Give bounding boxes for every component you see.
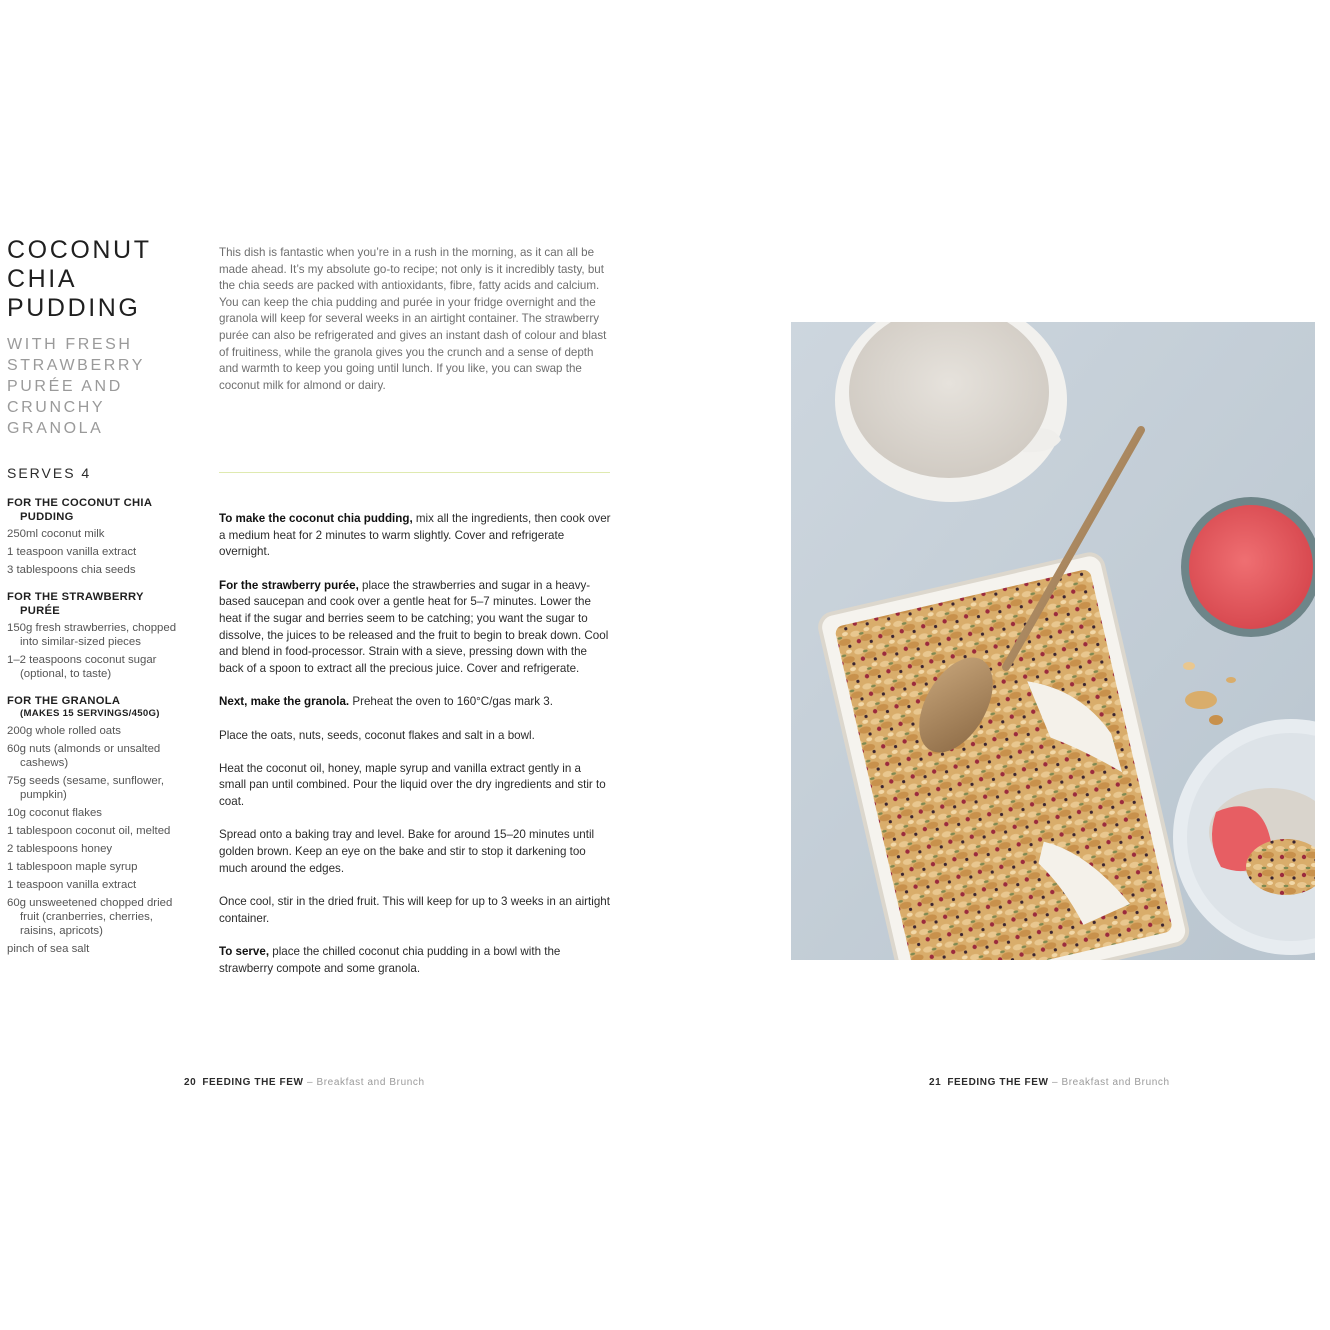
ingredient-item: 200g whole rolled oats [7,725,121,737]
ingredients-list [7,496,182,969]
ingredient-group-subheading: (MAKES 15 SERVINGS/450G) [20,708,160,719]
subtitle-line: CRUNCHY [7,399,106,416]
step-lead: For the strawberry purée, [219,578,359,592]
step-lead: To make the coconut chia pudding, [219,512,413,525]
method-step [219,511,611,561]
ingredient-group [7,590,182,681]
method-step [219,694,611,711]
ingredient-group [7,496,182,577]
method-step [219,761,611,811]
ingredient-item: 75g seeds (sesame, sunflower, pumpkin) [7,775,165,801]
method-step [219,944,611,977]
title-line: COCONUT [7,236,152,264]
ingredient-item: pinch of sea salt [7,943,90,955]
page-number: 21 [929,1077,942,1088]
ingredient-item: 1–2 teaspoons coconut sugar (optional, to taste) [7,654,157,680]
method-step [219,894,611,927]
ingredient-group-heading: FOR THE COCONUT CHIA PUDDING [7,497,152,523]
step-text: place the strawberries and sugar in a heavy-based saucepan and cook over a gentle heat for 5–7 minutes. Lower the heat if the sugar and berries seem to be catching; you want the sugar to dissolve, the juices to be released and the fruit to begin to break down. Cool and blend in food-processor. Strain with a sieve, pressing down with the back of a spoon to extract all the precious juice. Cover and refrigerate. [219,578,609,676]
method-step [219,728,611,745]
step-text: Spread onto a baking tray and level. Bake for around 15–20 minutes until golden brown. Keep an eye on the bake and stir to stop it darkening too much around the edges. [219,828,595,875]
footer-left [184,1077,425,1088]
title-line: PUDDING [7,294,141,322]
ingredient-group-heading: FOR THE STRAWBERRY PURÉE [7,591,144,617]
ingredient-item: 1 teaspoon vanilla extract [7,546,137,558]
step-lead: To serve, [219,944,270,958]
step-lead: Next, make the granola. [219,695,350,709]
ingredient-item: 60g nuts (almonds or unsalted cashews) [7,743,161,769]
method-step [219,827,611,877]
ingredient-item: 250ml coconut milk [7,528,105,540]
recipe-intro: This dish is fantastic when you’re in a rush in the morning, as it can all be made ahead. It’s my absolute go-to recipe; not only is it incredibly tasty, but the chia seeds are packed with antioxidants, fibre, fatty acids and calcium. You can keep the chia pudding and purée in your fridge overnight and the granola will keep for several weeks in an airtight container. The strawberry purée can also be refrigerated and gives an instant dash of colour and blast of fruitiness, while the granola gives you the crunch and a sense of depth and warmth to keep you going until lunch. If you like, you can swap the coconut milk for almond or dairy. [219,246,607,392]
page-number: 20 [184,1077,197,1088]
recipe-title [7,236,207,323]
footer-section: FEEDING THE FEW [947,1077,1049,1088]
step-text: mix all the ingredients, then cook over a medium heat for 2 minutes to warm slightly. Cover and refrigerate overnight. [219,512,611,559]
method-steps [219,511,611,994]
ingredient-item: 1 teaspoon vanilla extract [7,879,137,891]
recipe-photo [791,322,1315,960]
ingredient-item: 1 tablespoon maple syrup [7,861,138,873]
step-text: place the chilled coconut chia pudding in a bowl with the strawberry compote and some granola. [219,944,561,975]
recipe-subtitle [7,334,207,439]
footer-right [929,1077,1170,1088]
footer-subsection: – Breakfast and Brunch [303,1077,425,1088]
title-line: CHIA [7,265,78,293]
ingredient-item: 60g unsweetened chopped dried fruit (cranberries, cherries, raisins, apricots) [7,897,173,937]
step-text: Preheat the oven to 160°C/gas mark 3. [349,695,553,709]
subtitle-line: WITH FRESH [7,336,133,353]
subtitle-line: PURÉE AND [7,378,123,395]
footer-section: FEEDING THE FEW [202,1077,304,1088]
footer-subsection: – Breakfast and Brunch [1048,1077,1170,1088]
step-text: Once cool, stir in the dried fruit. This will keep for up to 3 weeks in an airtight container. [219,894,610,925]
step-text: Heat the coconut oil, honey, maple syrup and vanilla extract gently in a small pan until combined. Pour the liquid over the dry ingredients and stir to coat. [219,761,606,809]
subtitle-line: GRANOLA [7,420,104,437]
ingredient-item: 1 tablespoon coconut oil, melted [7,825,171,837]
ingredient-group [7,694,182,956]
method-step [219,578,611,678]
ingredient-item: 2 tablespoons honey [7,843,113,855]
ingredient-item: 150g fresh strawberries, chopped into similar-sized pieces [7,622,177,648]
ingredient-group-heading: FOR THE GRANOLA [7,695,121,707]
step-text: Place the oats, nuts, seeds, coconut flakes and salt in a bowl. [219,728,535,742]
ingredient-item: 10g coconut flakes [7,807,102,819]
divider-rule [219,472,610,473]
serves-label: SERVES 4 [7,465,92,481]
subtitle-line: STRAWBERRY [7,357,146,374]
ingredient-item: 3 tablespoons chia seeds [7,564,136,576]
